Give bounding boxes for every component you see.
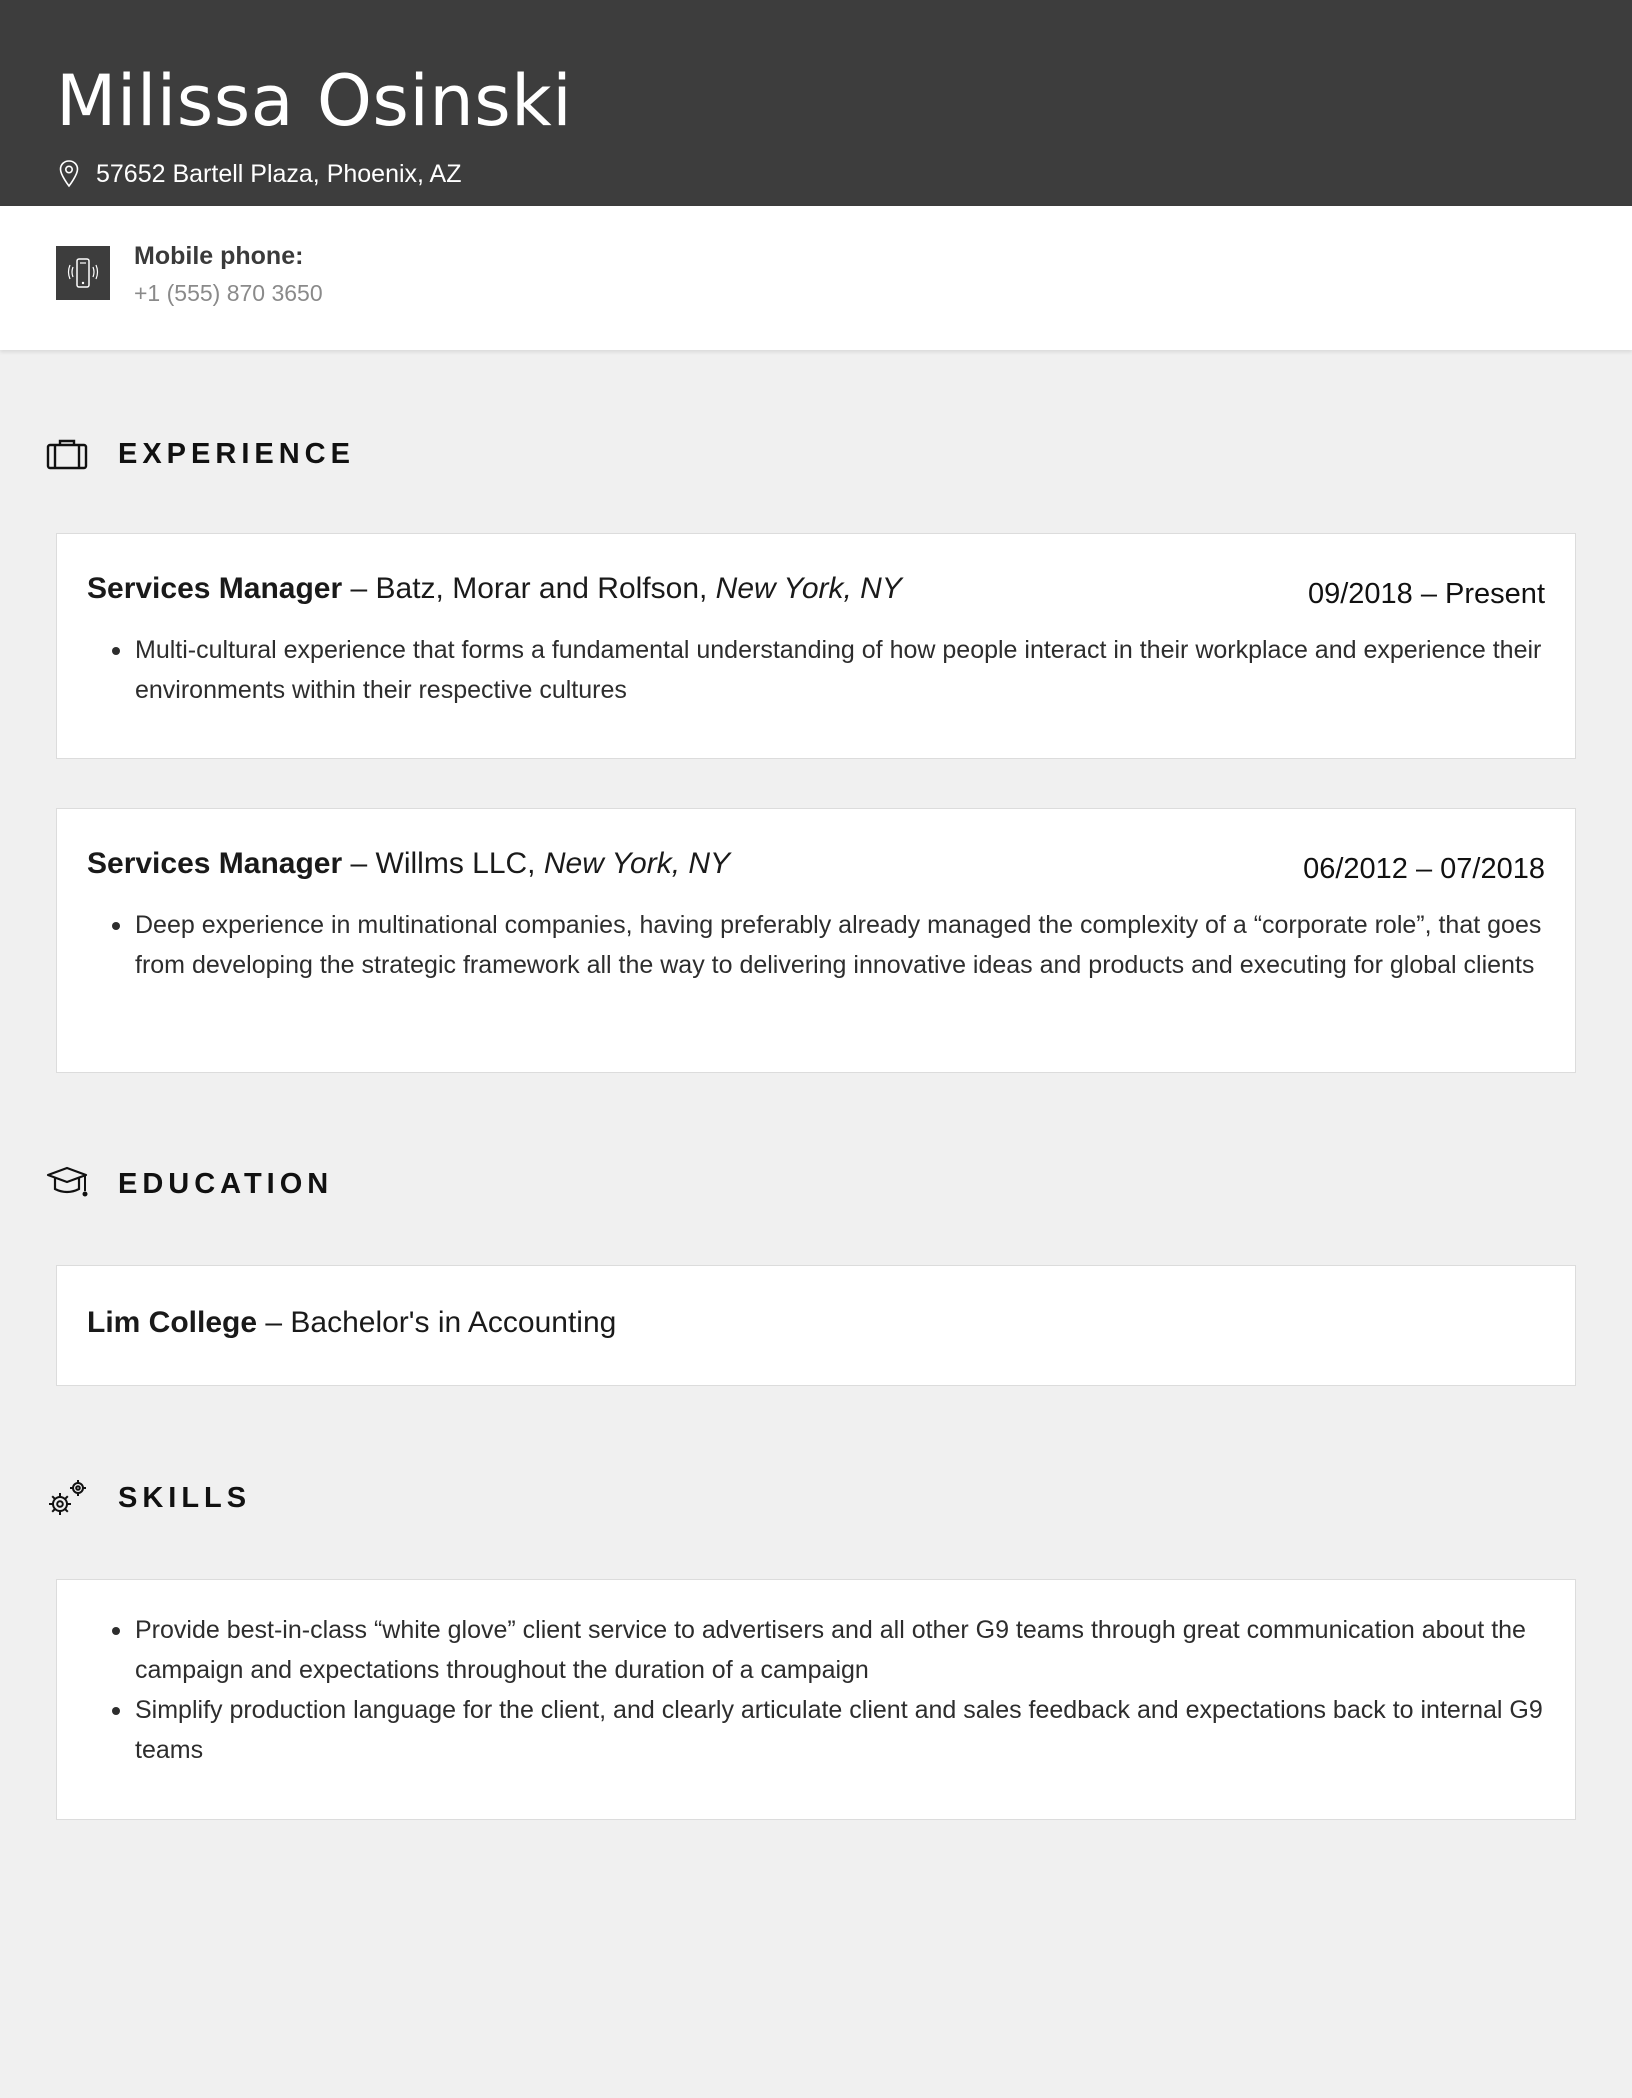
job-location: New York, NY [543, 847, 731, 880]
location-pin-icon [58, 159, 80, 189]
skill-item: Provide best-in-class “white glove” client service to advertisers and all other G9 teams through great communication about the campaign and expectations throughout the duration of a campaign [135, 1610, 1545, 1690]
phone-label: Mobile phone: [134, 242, 304, 270]
skills-title: SKILLS [118, 1481, 252, 1514]
education-card [56, 1265, 1576, 1386]
skills-heading [46, 1478, 251, 1518]
job-bullet: Multi-cultural experience that forms a fundamental understanding of how people interact in their workplace and experience their environments within their respective cultures [135, 630, 1545, 710]
job-company: Batz, Morar and Rolfson, [375, 572, 716, 605]
degree-name: Bachelor's in Accounting [290, 1306, 617, 1339]
gears-icon [46, 1478, 90, 1518]
job-company: Willms LLC, [375, 847, 544, 880]
job-role: Services Manager [87, 572, 343, 605]
job-heading [87, 572, 902, 606]
mobile-phone-icon [56, 246, 110, 300]
education-separator: – [257, 1306, 291, 1339]
experience-title: EXPERIENCE [118, 437, 355, 470]
experience-card-1 [56, 533, 1576, 759]
skills-card [56, 1579, 1576, 1820]
education-entry [87, 1306, 616, 1340]
job-role: Services Manager [87, 847, 343, 880]
candidate-name: Milissa Osinski [56, 60, 573, 142]
school-name: Lim College [87, 1306, 258, 1339]
briefcase-icon [46, 434, 90, 474]
resume-header [0, 0, 1632, 206]
education-heading [46, 1164, 333, 1204]
job-bullets [135, 630, 1545, 710]
skill-item: Simplify production language for the client, and clearly articulate client and sales feedback and expectations back to internal G9 teams [135, 1690, 1545, 1770]
address-text: 57652 Bartell Plaza, Phoenix, AZ [96, 159, 462, 188]
experience-heading [46, 434, 355, 474]
experience-card-2 [56, 808, 1576, 1073]
job-bullets [135, 905, 1545, 985]
graduation-cap-icon [46, 1164, 90, 1204]
job-dates: 06/2012 – 07/2018 [1303, 853, 1545, 885]
job-separator: – [342, 572, 376, 605]
education-title: EDUCATION [118, 1167, 334, 1200]
job-location: New York, NY [715, 572, 902, 605]
job-heading [87, 847, 730, 881]
job-bullet: Deep experience in multinational companies, having preferably already managed the complexity of a “corporate role”, that goes from developing the strategic framework all the way to delivering innovative ideas and products and executing for global clients [135, 905, 1545, 985]
job-separator: – [342, 847, 376, 880]
address-line [58, 156, 462, 192]
phone-value[interactable]: +1 (555) 870 3650 [134, 280, 323, 306]
skills-list [135, 1610, 1545, 1770]
job-dates: 09/2018 – Present [1307, 578, 1545, 610]
contact-section [0, 206, 1632, 350]
